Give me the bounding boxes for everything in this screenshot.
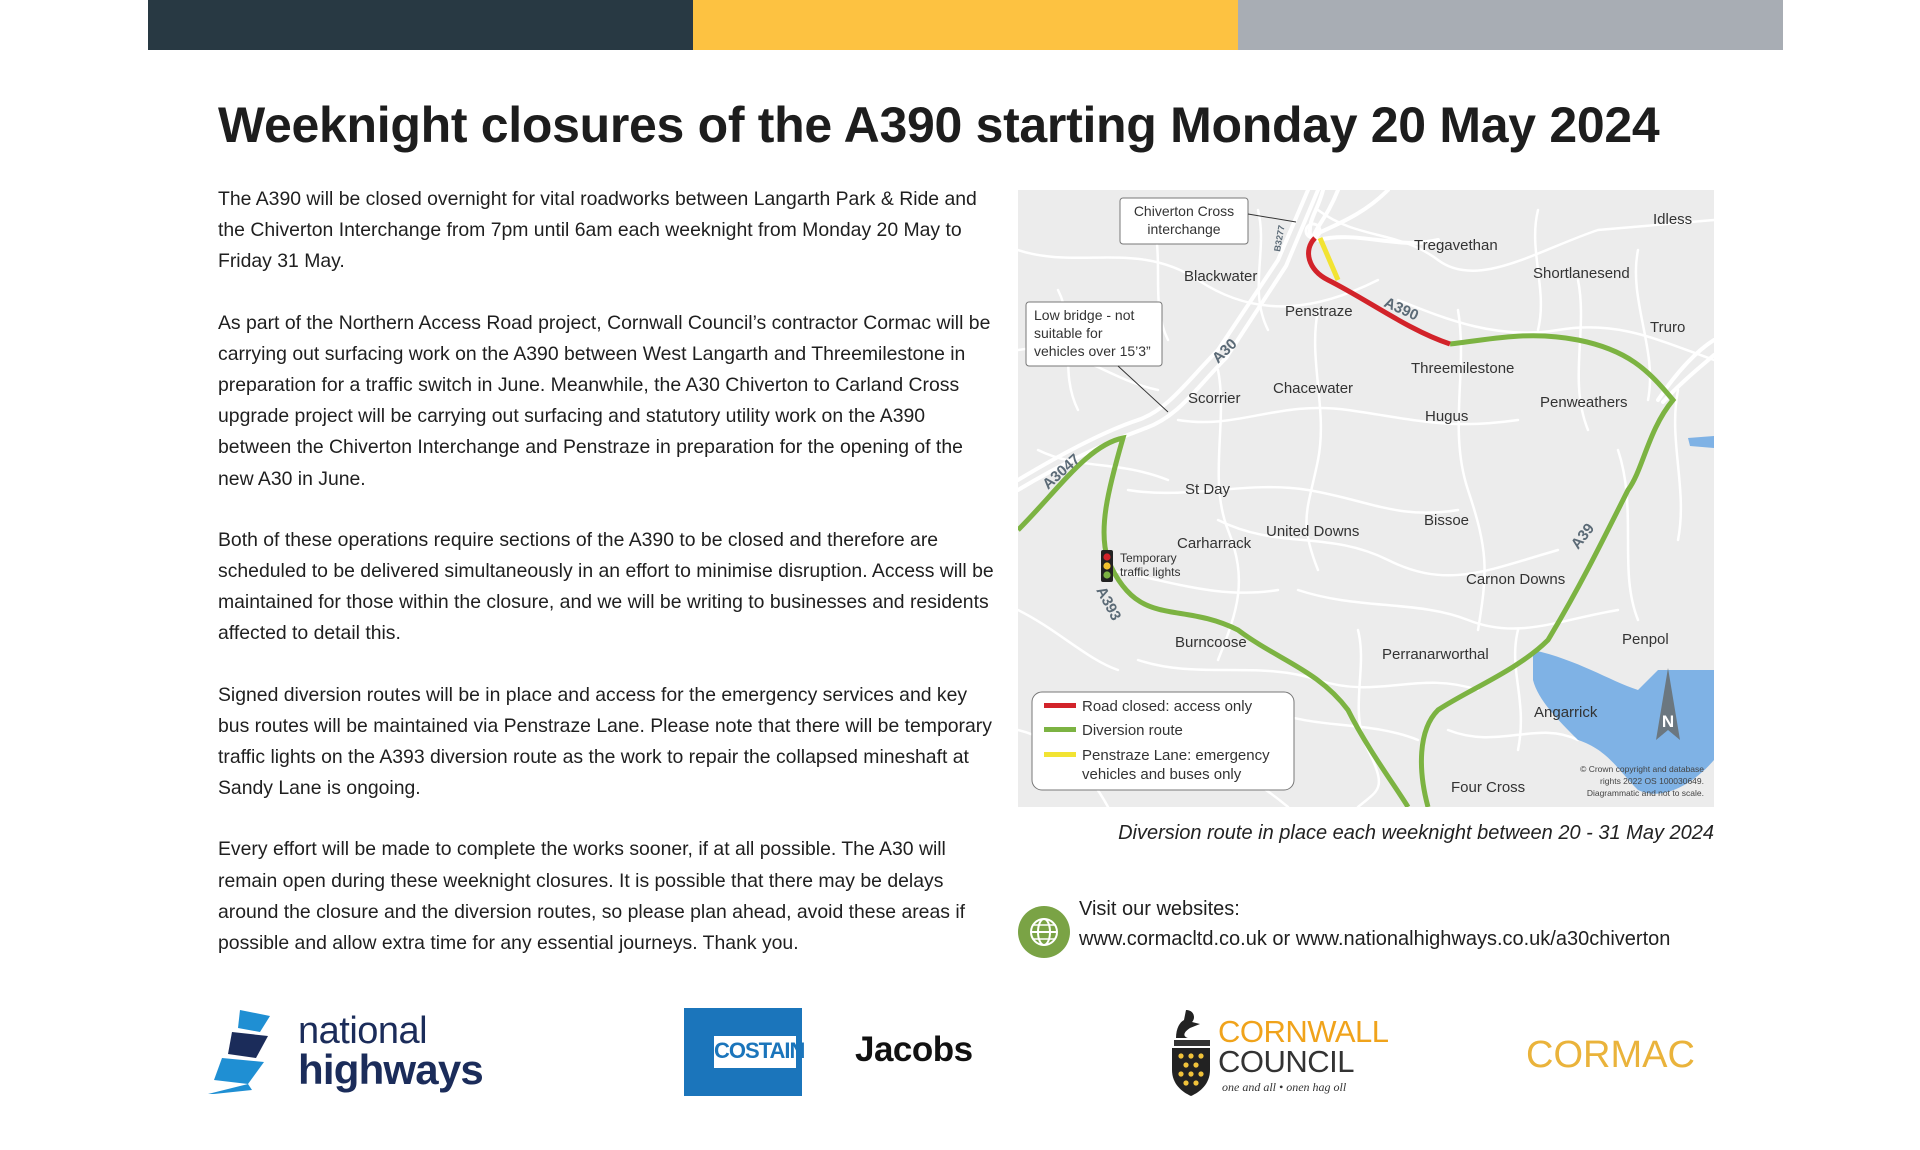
copyright-text: © Crown copyright and database (1580, 764, 1704, 774)
place-label: Carnon Downs (1466, 571, 1566, 588)
logo-text: CORNWALL (1218, 1014, 1389, 1049)
globe-icon (1018, 906, 1070, 958)
place-label: Burncoose (1175, 634, 1247, 651)
callout-text: Chiverton Cross (1133, 203, 1235, 219)
logo-text: COSTAIN (714, 1038, 805, 1063)
callout-text: traffic lights (1120, 565, 1181, 579)
place-label: Carharrack (1177, 535, 1252, 552)
national-highways-logo (208, 1010, 488, 1094)
header-band-grey (1238, 0, 1783, 50)
costain-logo (684, 1008, 805, 1096)
north-label: N (1661, 712, 1675, 731)
road-label: A390 (1381, 294, 1422, 325)
national-highways-mark-icon (208, 1010, 298, 1094)
place-label: Penpol (1622, 631, 1669, 648)
place-label: Idless (1653, 211, 1693, 228)
paragraph: Signed diversion routes will be in place and access for the emergency services and key bus routes will be maintained via Penstraze Lane. Please note that there will be temporary traffic lights on the A393 diversion route as the work to repair the collapsed mineshaft at Sandy Lane is ongoing. (218, 683, 992, 800)
logo-motto: one and all • onen hag oll (1222, 1080, 1347, 1094)
cornwall-council-logo (1166, 1008, 1406, 1100)
place-label: Shortlanesend (1533, 265, 1630, 282)
map-legend (1032, 692, 1294, 790)
legend-swatch-diversion (1044, 727, 1076, 732)
place-label: Scorrier (1188, 390, 1241, 407)
body-text (218, 184, 998, 989)
callout-chiverton (1120, 198, 1296, 244)
callout-text: suitable for (1034, 325, 1103, 341)
legend-label: Diversion route (1082, 722, 1183, 739)
map-canvas (1018, 190, 1714, 807)
diversion-map (1018, 190, 1714, 807)
road-label: A30 (1208, 335, 1241, 367)
place-label: Perranarworthal (1382, 646, 1489, 663)
paragraph: As part of the Northern Access Road project, Cornwall Council’s contractor Cormac will be carrying out surfacing work on the A390 between West Langarth and Threemilestone in preparation for a traffic switch in June. Meanwhile, the A30 Chiverton to Carland Cross upgrade project will be carrying out surfacing and statutory utility work on the A390 between the Chiverton Interchange and Penstraze in preparation for the opening of the new A30 in June. (218, 311, 991, 490)
paragraph: Every effort will be made to complete the works sooner, if at all possible. The A30 will remain open during these weeknight closures. It is possible that there may be delays around the closure and the diversion routes, so please plan ahead, avoid these areas if possible and allow extra time for any essential journeys. Thank you. (218, 838, 966, 955)
place-label: Truro (1650, 319, 1686, 336)
header-band-gold (693, 0, 1238, 50)
place-label: St Day (1185, 481, 1231, 498)
callout-text: Low bridge - not (1034, 307, 1135, 323)
logo-text: highways (298, 1046, 483, 1093)
legend-swatch-penstraze (1044, 752, 1076, 757)
place-label: Bissoe (1424, 512, 1470, 529)
place-label: United Downs (1266, 523, 1360, 540)
jacobs-logo: Jacobs (855, 1030, 973, 1069)
callout-text: Temporary (1120, 551, 1177, 565)
place-label: Penweathers (1540, 394, 1628, 411)
website-links[interactable]: www.cormacltd.co.uk or www.nationalhighways.co.uk/a30chiverton (1079, 928, 1671, 950)
legend-label: Penstraze Lane: emergency (1082, 747, 1270, 764)
place-label: Hugus (1425, 408, 1469, 425)
callout-text: interchange (1147, 221, 1221, 237)
traffic-lights-icon (1101, 550, 1113, 582)
map-caption: Diversion route in place each weeknight between 20 - 31 May 2024 (1118, 822, 1714, 844)
legend-swatch-closed (1044, 703, 1076, 708)
callout-text: vehicles over 15’3” (1034, 343, 1151, 359)
visit-label: Visit our websites: (1079, 898, 1240, 920)
copyright-text: Diagrammatic and not to scale. (1586, 788, 1704, 798)
paragraph: Both of these operations require sections of the A390 to be closed and therefore are scheduled to be delivered simultaneously in an effort to minimise disruption. Access will be maintained for those within the closure, and we will be writing to businesses and residents affected to detail this. (218, 528, 994, 645)
legend-label: vehicles and buses only (1082, 766, 1242, 783)
place-label: Tregavethan (1414, 237, 1498, 254)
road-label: A393 (1092, 583, 1125, 624)
place-label: Blackwater (1184, 268, 1258, 285)
logo-text: national (298, 1010, 428, 1052)
copyright-text: rights 2022 OS 100030649. (1600, 776, 1704, 786)
place-label: Threemilestone (1411, 360, 1515, 377)
cormac-logo: CORMAC (1526, 1034, 1695, 1076)
road-label: B3277 (1272, 224, 1287, 253)
logo-text: COUNCIL (1218, 1044, 1355, 1079)
cornwall-crest-icon (1166, 1008, 1216, 1100)
place-label: Penstraze (1285, 303, 1353, 320)
legend-label: Road closed: access only (1082, 698, 1253, 715)
penstraze-lane-route (1320, 238, 1338, 280)
water-area (1688, 436, 1714, 448)
road-label: A39 (1567, 520, 1599, 553)
paragraph: The A390 will be closed overnight for vital roadworks between Langarth Park & Ride and the Chiverton Interchange from 7pm until 6am each weeknight from Monday 20 May to Friday 31 May. (218, 188, 977, 273)
page-title: Weeknight closures of the A390 starting Monday 20 May 2024 (218, 97, 1660, 153)
road-label: A3047 (1039, 450, 1084, 493)
place-label: Angarrick (1534, 704, 1598, 721)
callout-low-bridge (1026, 302, 1168, 412)
place-label: Chacewater (1273, 380, 1354, 397)
place-label: Four Cross (1451, 779, 1526, 796)
header-band-dark (148, 0, 693, 50)
